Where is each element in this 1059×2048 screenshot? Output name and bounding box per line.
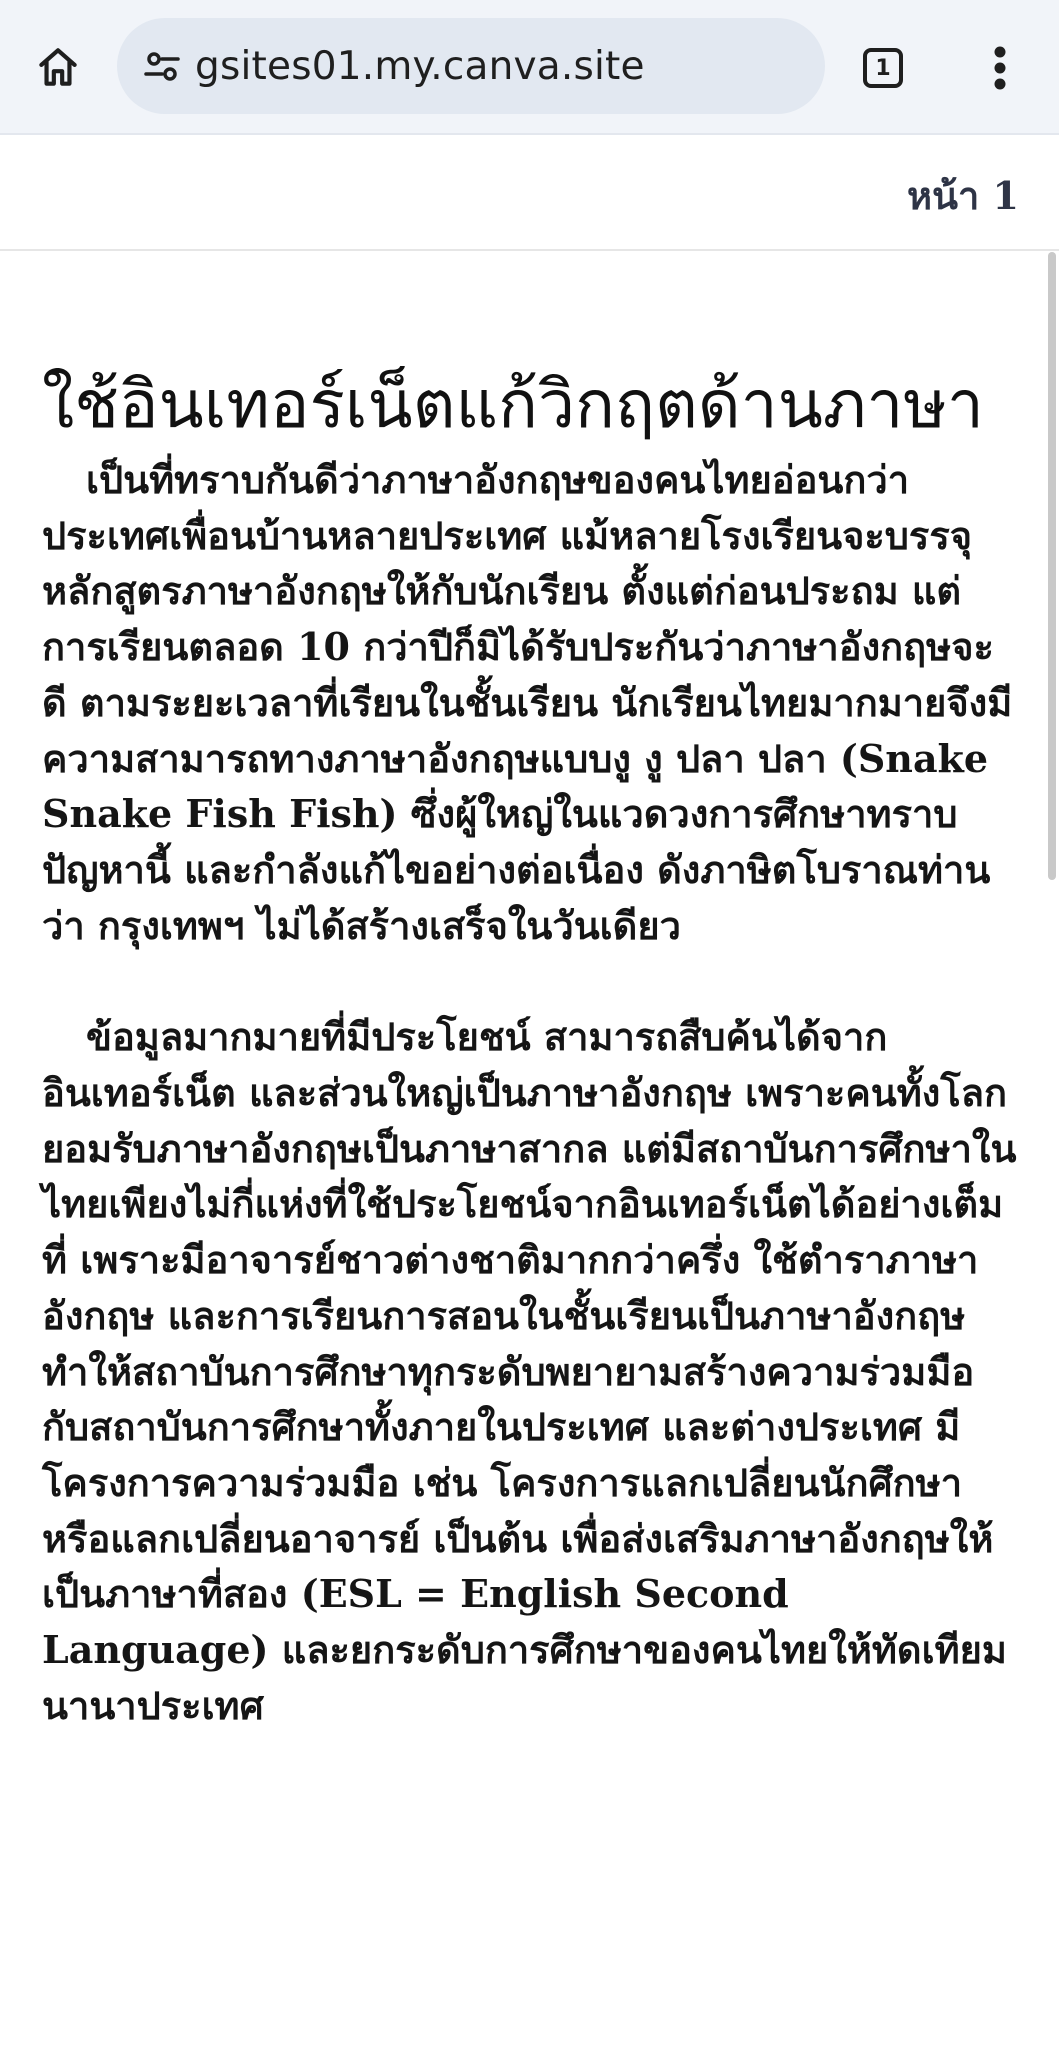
site-header (0, 135, 1059, 251)
page-scrollbar[interactable] (1048, 252, 1056, 880)
article-paragraph: ข้อมูลมากมายที่มีประโยชน์ สามารถสืบค้นได้จากอินเทอร์เน็ต และส่วนใหญ่เป็นภาษาอังกฤษ เพราะคนทั้งโลกยอมรับภาษาอังกฤษเป็นภาษาสากล แต่มีสถาบันการศึกษาในไทยเพียงไม่กี่แห่งที่ใช้ประโยชน์จากอินเทอร์เน็ตได้อย่างเต็มที่ เพราะมีอาจารย์ชาวต่างชาติมากกว่าครึ่ง ใช้ตำราภาษาอังกฤษ และการเรียนการสอนในชั้นเรียนเป็นภาษาอังกฤษ ทำให้สถาบันการศึกษาทุกระดับพยายามสร้างความร่วมมือกับสถาบันการศึกษาทั้งภายในประเทศ และต่างประเทศ มีโครงการความร่วมมือ เช่น โครงการแลกเปลี่ยนนักศึกษา หรือแลกเปลี่ยนอาจารย์ เป็นต้น เพื่อส่งเสริมภาษาอังกฤษให้เป็นภาษาที่สอง (ESL = English Second Language) และยกระดับการศึกษาของคนไทยให้ทัดเทียมนานาประเทศ (42, 1014, 1017, 1728)
browser-toolbar (0, 0, 1059, 135)
tab-switcher-button[interactable] (855, 40, 911, 96)
article-title: ใช้อินเทอร์เน็ตแก้วิกฤตด้านภาษา (42, 366, 984, 443)
home-button[interactable] (28, 34, 88, 100)
nav-page-link[interactable]: หน้า 1 (906, 173, 1019, 218)
tab-count: 1 (875, 55, 891, 81)
address-bar[interactable] (117, 18, 825, 114)
browser-menu-button[interactable] (975, 36, 1025, 100)
home-icon (33, 42, 83, 92)
article (42, 360, 1017, 1733)
url-text[interactable]: gsites01.my.canva.site (195, 43, 645, 89)
tab-switcher-icon (863, 48, 903, 88)
more-vert-icon (993, 44, 1007, 92)
article-paragraph: เป็นที่ทราบกันดีว่าภาษาอังกฤษของคนไทยอ่อนกว่าประเทศเพื่อนบ้านหลายประเทศ แม้หลายโรงเรียนจะบรรจุหลักสูตรภาษาอังกฤษให้กับนักเรียน ตั้งแต่ก่อนประถม แต่การเรียนตลอด 10 กว่าปีก็มิได้รับประกันว่าภาษาอังกฤษจะดี ตามระยะเวลาที่เรียนในชั้นเรียน นักเรียนไทยมากมายจึงมีความสามารถทางภาษาอังกฤษแบบงู งู ปลา ปลา (Snake Snake Fish Fish) ซึ่งผู้ใหญ่ในแวดวงการศึกษาทราบปัญหานี้ และกำลังแก้ไขอย่างต่อเนื่อง ดังภาษิตโบราณท่านว่า กรุงเทพฯ ไม่ได้สร้างเสร็จในวันเดียว (42, 457, 1013, 948)
tune-icon (142, 46, 182, 86)
site-settings-button[interactable] (137, 41, 187, 91)
